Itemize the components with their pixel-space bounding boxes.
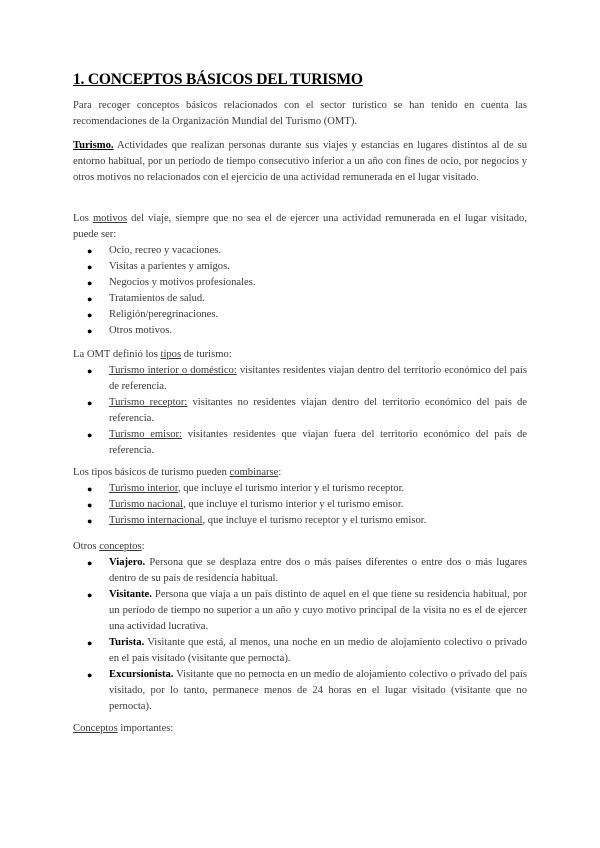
conceptos-link: conceptos xyxy=(99,541,142,552)
bullet-icon: ● xyxy=(87,262,93,272)
motivos-section xyxy=(73,211,527,339)
list-item: ● Turismo interior o doméstico: visitantes residentes viajan dentro del territorio económico del país de referencia. xyxy=(87,365,527,392)
list-item: ● Visitas a parientes y amigos. xyxy=(73,259,527,275)
intro-paragraph: Para recoger conceptos básicos relacionados con el sector turístico se han tenido en cuenta las recomendaciones de la Organización Mundial del Turismo (OMT). xyxy=(73,100,527,127)
combinarse-intro: Los tipos básicos de turismo pueden combinarse: xyxy=(73,467,282,478)
bullet-icon: ● xyxy=(87,484,93,494)
importantes-heading: Conceptos importantes: xyxy=(73,723,174,734)
bullet-icon: ● xyxy=(87,670,93,680)
bullet-icon: ● xyxy=(87,590,93,600)
bullet-icon: ● xyxy=(87,516,93,526)
bullet-icon: ● xyxy=(87,294,93,304)
bullet-icon: ● xyxy=(87,558,93,568)
turismo-term: Turismo. xyxy=(73,140,114,151)
list-item: ● Turismo interior, que incluye el turismo interior y el turismo receptor. xyxy=(73,481,527,497)
bullet-icon: ● xyxy=(87,398,93,408)
motivos-list xyxy=(73,243,527,339)
turismo-definition xyxy=(73,138,527,186)
combinarse-list xyxy=(73,481,527,529)
tipos-section xyxy=(73,347,527,459)
list-item: ● Viajero. Persona que se desplaza entre dos o más países diferentes o entre dos o más lugares dentro de su país de residencia habitual. xyxy=(87,557,527,584)
combinarse-link: combinarse xyxy=(229,467,279,478)
list-item: ● Ocio, recreo y vacaciones. xyxy=(73,243,527,259)
tipos-list xyxy=(73,363,527,459)
combinarse-section xyxy=(73,465,527,529)
turismo-text: Actividades que realizan personas durante sus viajes y estancias en lugares distintos al de su entorno habitual, por un período de tiempo consecutivo inferior a un año con fines de ocio, por negocios y otros motivos no relacionados con el ejercicio de una actividad remunerada en el lugar visitado. xyxy=(73,140,527,183)
bullet-icon: ● xyxy=(87,366,93,376)
list-item: ● Visitante. Persona que viaja a un país distinto de aquel en el que tiene su residencia habitual, por un período de tiempo no superior a un año y cuyo motivo principal de la visita no es el de ejercer una actividad lucrativa. xyxy=(87,589,527,632)
list-item: ● Tratamientos de salud. xyxy=(73,291,527,307)
list-item: ● Turismo receptor: visitantes no residentes viajan dentro del territorio económico del país de referencia. xyxy=(87,397,527,424)
bullet-icon: ● xyxy=(87,246,93,256)
list-item: ● Religión/peregrinaciones. xyxy=(73,307,527,323)
bullet-icon: ● xyxy=(87,310,93,320)
list-item: ● Excursionista. Visitante que no pernocta en un medio de alojamiento colectivo o privado del país visitado, por lo tanto, permanece menos de 24 horas en el lugar visitado (visitante que no pernocta). xyxy=(87,669,527,712)
list-item: ● Turismo nacional, que incluye el turismo interior y el turismo emisor. xyxy=(73,497,527,513)
tipos-link: tipos xyxy=(160,349,182,360)
motivos-intro: Los motivos del viaje, siempre que no sea el de ejercer una actividad remunerada en el lugar visitado, puede ser: xyxy=(73,213,527,240)
bullet-icon: ● xyxy=(87,430,93,440)
importantes-link: Conceptos xyxy=(73,723,118,734)
tipos-intro: La OMT definió los tipos de turismo: xyxy=(73,349,232,360)
conceptos-section xyxy=(73,539,527,715)
list-item: ● Negocios y motivos profesionales. xyxy=(73,275,527,291)
conceptos-intro: Otros conceptos: xyxy=(73,541,145,552)
list-item: ● Turismo emisor: visitantes residentes que viajan fuera del territorio económico del país de referencia. xyxy=(87,429,527,456)
page-title: 1. CONCEPTOS BÁSICOS DEL TURISMO xyxy=(73,71,363,88)
conceptos-list xyxy=(73,555,527,715)
bullet-icon: ● xyxy=(87,326,93,336)
motivos-link: motivos xyxy=(92,213,128,224)
bullet-icon: ● xyxy=(87,500,93,510)
list-item: ● Otros motivos. xyxy=(73,323,527,339)
list-item: ● Turismo internacional, que incluye el turismo receptor y el turismo emisor. xyxy=(73,513,527,529)
bullet-icon: ● xyxy=(87,638,93,648)
bullet-icon: ● xyxy=(87,278,93,288)
list-item: ● Turista. Visitante que está, al menos, una noche en un medio de alojamiento colectivo o privado en el país visitado (visitante que pernocta). xyxy=(87,637,527,664)
